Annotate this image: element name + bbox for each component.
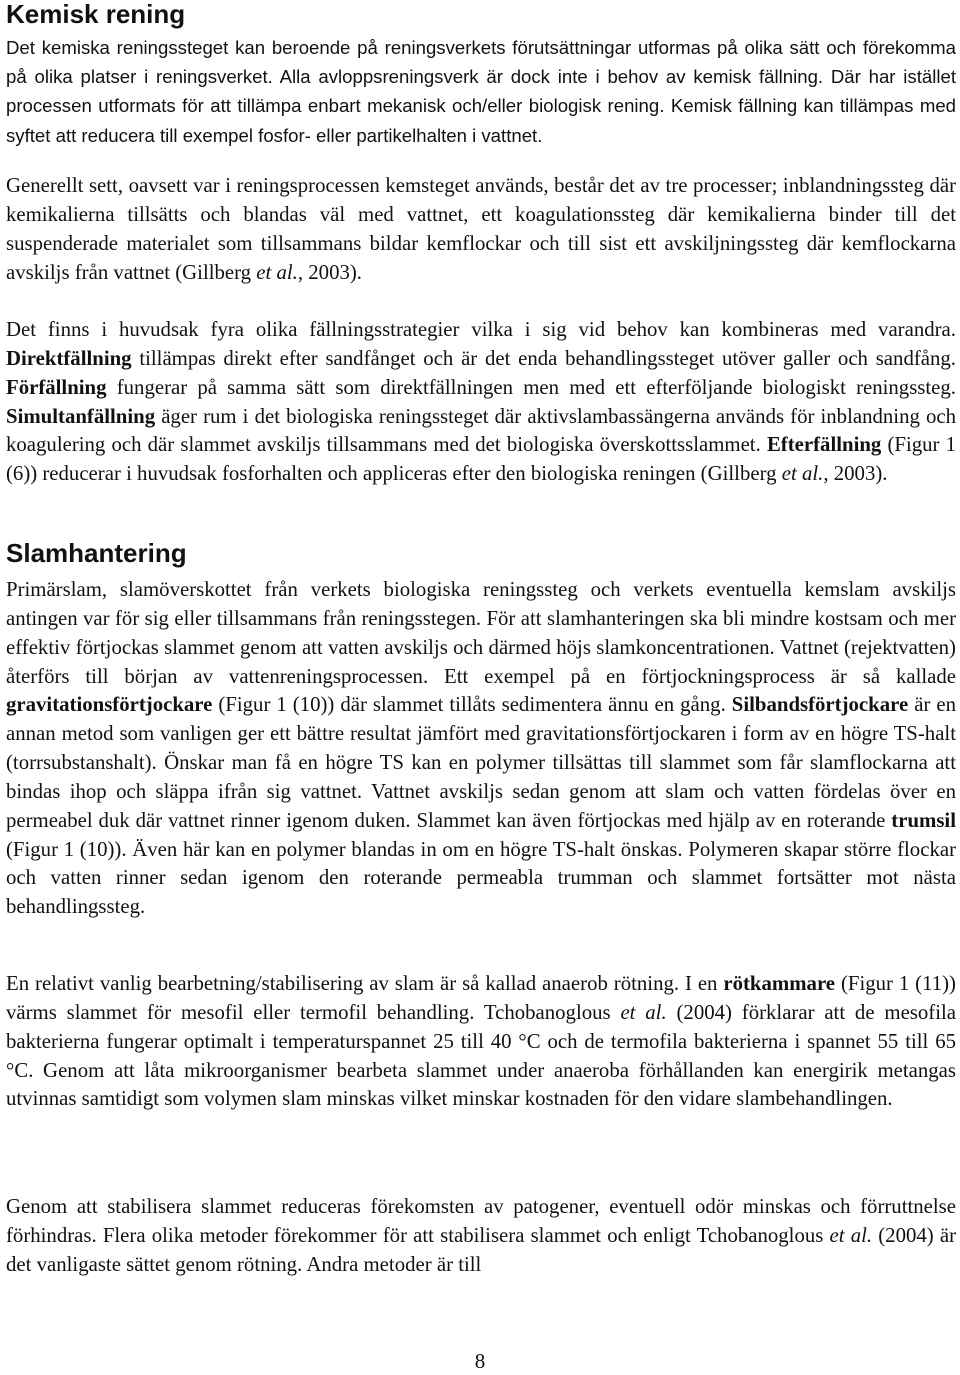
text-run: (Figur 1 (6)) reducerar i huvudsak fosforhalten och appliceras efter den biologiska reningen (Gillberg (6, 433, 956, 486)
text-run: , 2003). (297, 260, 362, 284)
text-run: Generellt sett, oavsett var i reningsprocessen kemsteget används, består det av tre processer; inblandningssteg där kemikalierna tillsätts och blandas väl med vattnet, ett koagulationssteg där kemikalierna binder till det suspenderade materialet som tillsammans bildar kemflockar och till sist ett avskiljningssteg där kemflockarna avskiljs från vattnet (Gillberg (6, 174, 956, 284)
text-run: äger rum i det biologiska reningssteget där aktivslambassängerna används för inblandning och koagulering och där slammet avskiljs tillsammans med det biologiska överskottsslammet. (6, 404, 956, 457)
paragraph-kemisk-intro: Det kemiska reningssteget kan beroende på reningsverkets förutsättningar utformas på olika sätt och förekomma på olika platser i reningsverket. Alla avloppsreningsverk är dock inte i behov av kemisk fällning. Där har istället processen utformats för att tillämpa enbart mekanisk och/eller biologisk rening. Kemisk fällning kan tillämpas med syftet att reducera till exempel fosfor- eller partikelhalten i vattnet. (6, 37, 956, 146)
term-efterfallning: Efterfällning (766, 433, 882, 457)
term-gravitationsfortjockare: gravitationsförtjockare (6, 693, 213, 717)
term-rotkammare: rötkammare (723, 972, 836, 995)
term-silbandsfortjockare: Silbandsförtjockare (731, 693, 909, 717)
text-run: (Figur 1 (11)) värms slammet för mesofil eller termofil behandling. Tchobanoglous (6, 972, 956, 1024)
page-number: 8 (474, 1349, 486, 1373)
text-run: är en annan metod som vanligen ger ett bättre resultat jämfört med gravitationsförtjockaren i form av en högre TS-halt (torrsubstanshalt). Önskar man få en högre TS kan en polymer tillsättas till slammet som får slamflockarna att bindas ihop och släppa ifrån sig vattnet. Vattnet avskiljs sedan genom att slam och vatten fördelas över en permeabel duk där vattnet rinner igenom duken. Slammet kan även förtjockas med hjälp av en roterande (6, 693, 956, 832)
paragraph-stabilisering (6, 1193, 956, 1280)
text-run: tillämpas direkt efter sandfånget och är det enda behandlingssteget utöver galler och sandfång. (131, 346, 956, 370)
paragraph-kemsteg-processer (6, 172, 956, 287)
paragraph-anaerob-rotning (6, 970, 956, 1114)
section-heading-kemisk-rening: Kemisk rening (6, 0, 186, 29)
paragraph-fallningsstrategier (6, 316, 956, 489)
citation-etal: et al. (781, 462, 824, 486)
text-run: fungerar på samma sätt som direktfällningen men med ett efterföljande biologiskt reningssteg. (106, 375, 956, 399)
text-run: Det finns i huvudsak fyra olika fällningsstrategier vilka i sig vid behov kan kombineras med varandra. (6, 318, 956, 341)
text-run: (2004) förklarar att de mesofila bakterierna fungerar optimalt i temperaturspannet 25 till 40 °C och de termofila bakterierna i spannet 55 till 65 °C. Genom att låta mikroorganismer bearbeta slammet under anaeroba förhållanden kan energirik metangas utvinnas samtidigt som volymen slam minskas vilket minskar kostnaden för den vidare slambehandlingen. (6, 1000, 956, 1111)
section-heading-slamhantering: Slamhantering (6, 538, 187, 568)
text-run: (Figur 1 (10)). Även här kan en polymer blandas in om en högre TS-halt önskas. Polymeren skapar större flockar och vatten rinner sedan igenom den roterande permeabla trumman och slammet fortsätter mot nästa behandlingssteg. (6, 837, 956, 919)
text-run: En relativt vanlig bearbetning/stabilisering av slam är så kallad anaerob rötning. I en (6, 972, 724, 995)
text-run: , 2003). (823, 462, 888, 486)
paragraph-slamfortjockning (6, 576, 956, 922)
citation-etal: et al. (829, 1223, 873, 1247)
term-forfallning: Förfällning (6, 375, 107, 399)
term-direktfallning: Direktfällning (6, 346, 132, 370)
text-run: Genom att stabilisera slammet reduceras förekomsten av patogener, eventuell odör minskas och förruttnelse förhindras. Flera olika metoder förekommer för att stabilisera slammet och enligt Tchobanoglous (6, 1195, 956, 1247)
text-run: (Figur 1 (10)) där slammet tillåts sedimentera ännu en gång. (212, 693, 732, 717)
term-simultanfallning: Simultanfällning (6, 404, 156, 428)
text-run: (2004) är det vanligaste sättet genom rötning. Andra metoder är till (6, 1223, 957, 1276)
citation-etal: et al. (620, 1000, 667, 1024)
term-trumsil: trumsil (891, 808, 956, 832)
text-run: Primärslam, slamöverskottet från verkets biologiska reningssteg och verkets eventuella kemslam avskiljs antingen var för sig eller tillsammans från reningsstegen. För att slamhanteringen ska bli mindre kostsam och mer effektiv förtjockas slammet genom att vatten avskiljs och därmed höjs slamkoncentrationen. Vattnet (rejektvatten) återförs till början av vattenreningsprocessen. Ett exempel på en förtjockningsprocess är så kallade (6, 578, 956, 688)
citation-etal: et al. (256, 260, 298, 284)
